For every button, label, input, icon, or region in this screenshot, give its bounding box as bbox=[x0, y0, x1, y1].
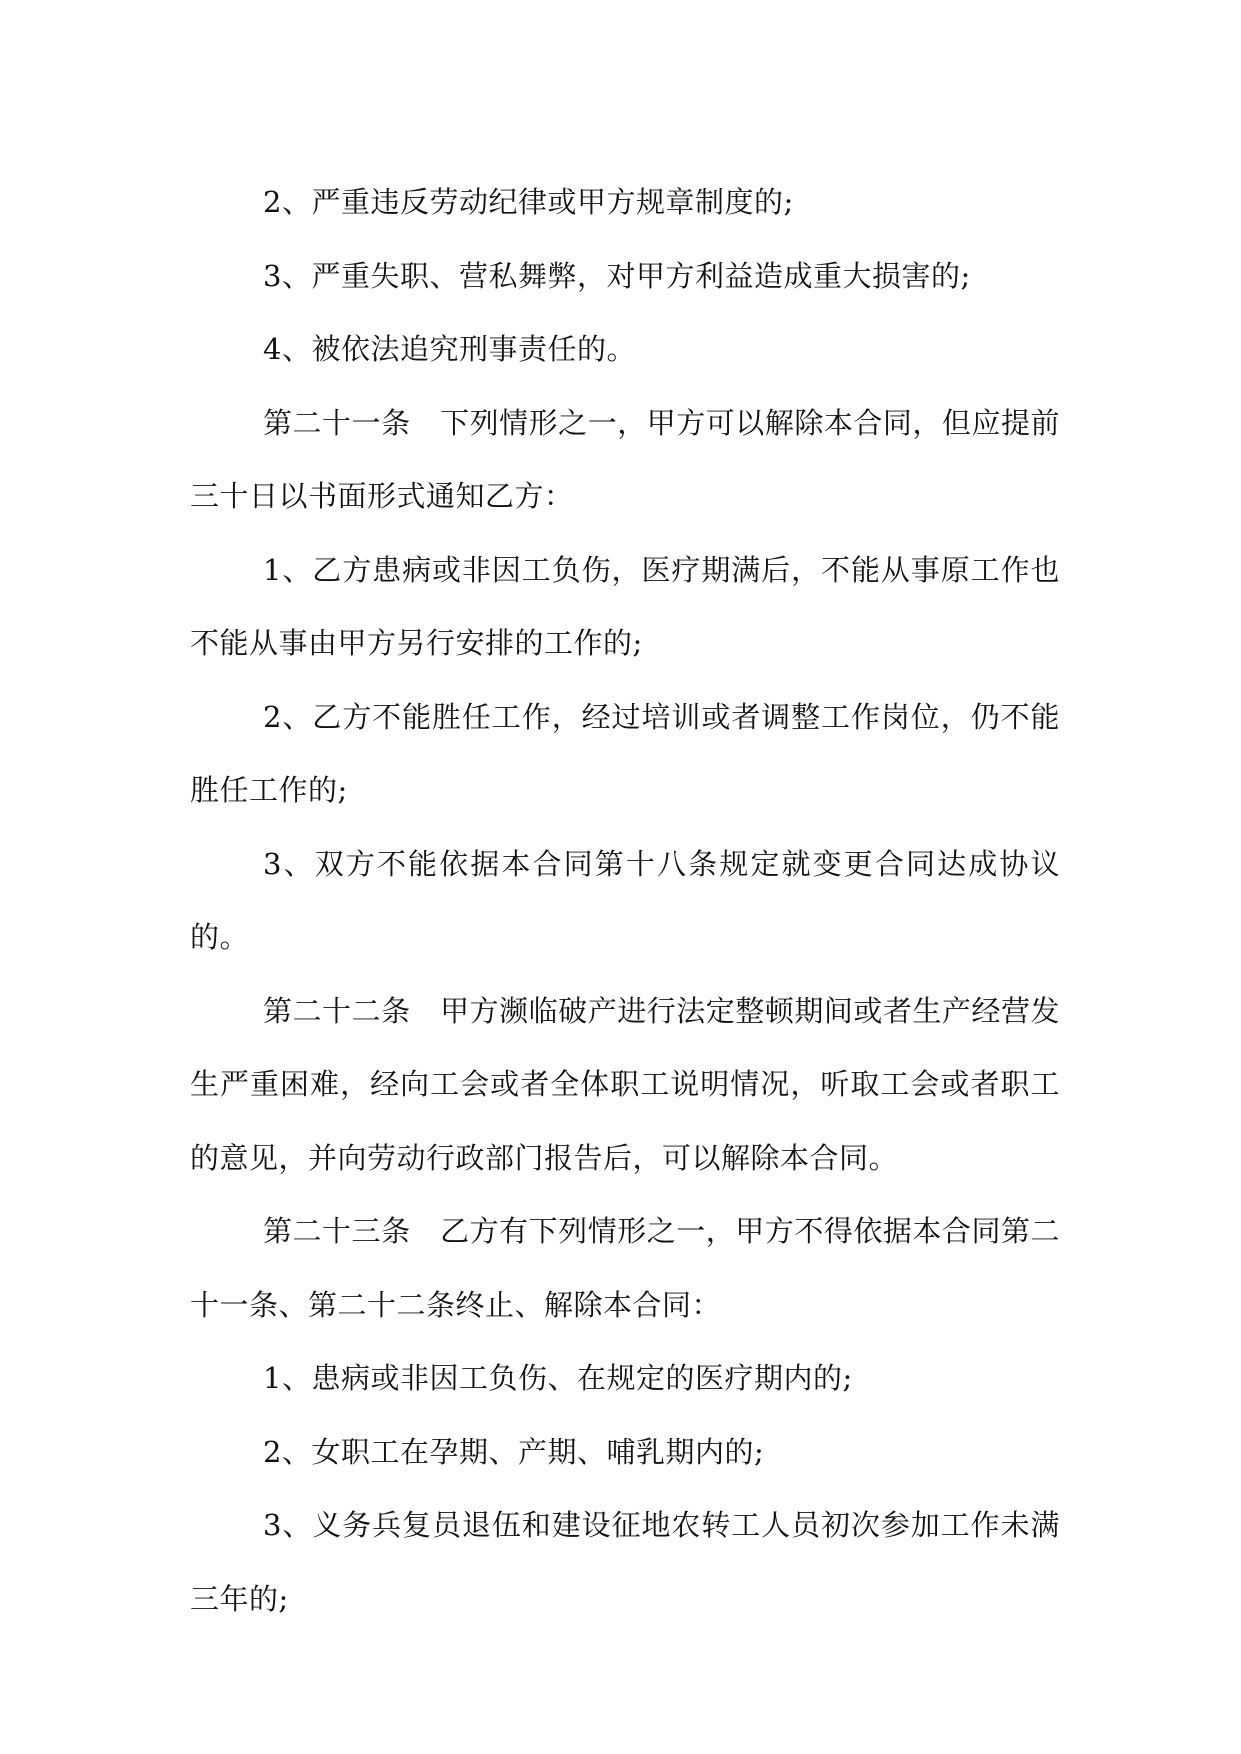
document-body bbox=[190, 166, 1060, 1636]
clause-item-2-discipline: 2、严重违反劳动纪律或甲方规章制度的; bbox=[263, 185, 794, 219]
article-21: 第二十一条 下列情形之一，甲方可以解除本合同，但应提前三十日以书面形式通知乙方： bbox=[190, 405, 1060, 513]
article-23: 第二十三条 乙方有下列情形之一，甲方不得依据本合同第二十一条、第二十二条终止、解除本合同： bbox=[190, 1214, 1060, 1322]
clause-item-4-criminal: 4、被依法追究刑事责任的。 bbox=[263, 332, 636, 366]
article-22: 第二十二条 甲方濒临破产进行法定整顿期间或者生产经营发生严重困难，经向工会或者全体职工说明情况，听取工会或者职工的意见，并向劳动行政部门报告后，可以解除本合同。 bbox=[190, 993, 1060, 1175]
article-21-item-3: 3、双方不能依据本合同第十八条规定就变更合同达成协议的。 bbox=[190, 846, 1060, 954]
clause-item-3-misconduct: 3、严重失职、营私舞弊，对甲方利益造成重大损害的; bbox=[263, 258, 971, 293]
article-21-item-1: 1、乙方患病或非因工负伤，医疗期满后，不能从事原工作也不能从事由甲方另行安排的工作的; bbox=[190, 552, 1060, 660]
article-21-item-2: 2、乙方不能胜任工作，经过培训或者调整工作岗位，仍不能胜任工作的; bbox=[190, 699, 1060, 807]
article-23-item-3: 3、义务兵复员退伍和建设征地农转工人员初次参加工作未满三年的; bbox=[190, 1508, 1060, 1616]
article-23-item-1: 1、患病或非因工负伤、在规定的医疗期内的; bbox=[263, 1361, 853, 1395]
article-23-item-2: 2、女职工在孕期、产期、哺乳期内的; bbox=[263, 1434, 765, 1469]
